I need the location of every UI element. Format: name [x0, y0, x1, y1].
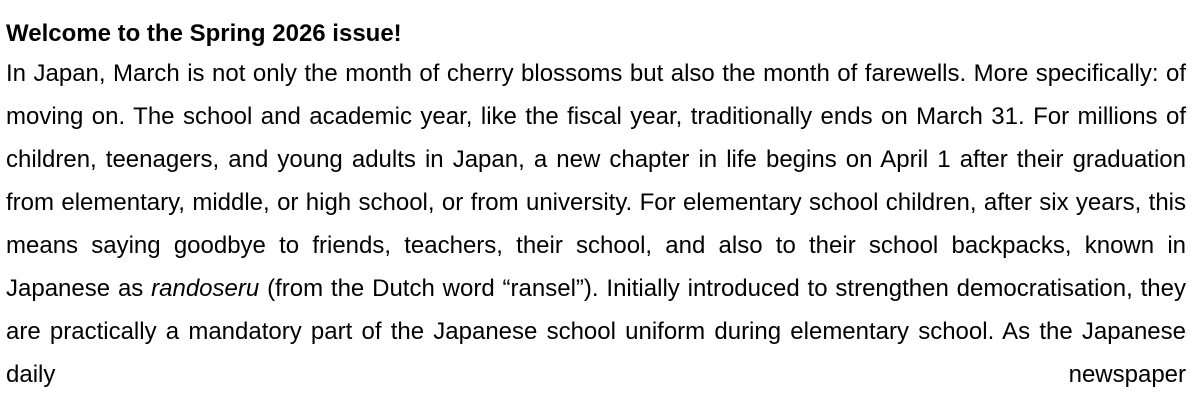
- paragraph-text-start: In Japan, March is not only the month of cherry blossoms but also the month of farewells. More specifically: of moving on. The school and academic year, like the fiscal year, traditionally ends on March 31. For millions of children, teenagers, and young adults in Japan, a new chapter in life begins on April 1 after their graduation from elementary, middle, or high school, or from university. For elementary school children, after six years, this means saying goodbye to friends, teachers, their school, and also to their school backpacks, known in Japanese as: [6, 60, 1186, 302]
- article: [6, 16, 1186, 396]
- italic-term: randoseru: [151, 275, 260, 302]
- paragraph-text-end: (from the Dutch word “ransel”). Initially introduced to strengthen democratisation, they are practically a mandatory part of the Japanese school uniform during elementary school. As the Japanese daily newspaper: [6, 275, 1186, 388]
- article-heading: Welcome to the Spring 2026 issue!: [6, 20, 402, 47]
- article-paragraph: [6, 52, 1186, 396]
